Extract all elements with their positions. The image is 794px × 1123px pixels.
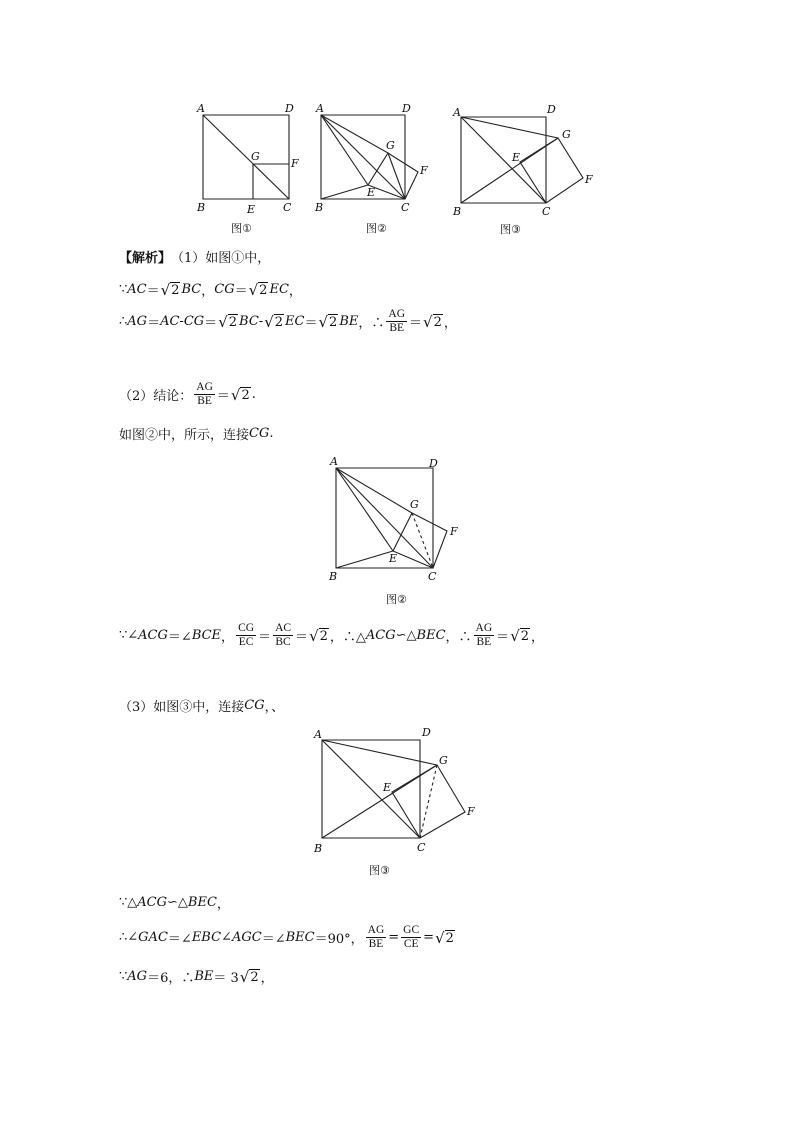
solution-heading-line xyxy=(119,247,270,266)
part3-line2 xyxy=(119,893,230,912)
text: ∴∠ xyxy=(119,930,139,945)
segment-ae xyxy=(336,468,393,551)
diagonal-ac xyxy=(461,117,546,203)
label-a: A xyxy=(197,102,205,115)
fraction: $\frac{CG}{EC}$ xyxy=(238,622,255,648)
label-c: C xyxy=(428,570,437,583)
label-e: E xyxy=(247,203,256,216)
text: ∵△ xyxy=(119,895,138,910)
text: ＝∠ xyxy=(167,932,192,947)
text: ∠ xyxy=(221,930,232,945)
sqrt: √ 2 xyxy=(239,967,259,986)
text: ＝ xyxy=(216,389,230,404)
part1-line1 xyxy=(119,280,302,299)
figure-3-large xyxy=(313,726,475,855)
text: BEC xyxy=(416,628,446,643)
square-cefg xyxy=(393,513,447,568)
text: AC xyxy=(127,282,147,297)
label-d: D xyxy=(422,726,431,739)
square-cefg xyxy=(520,138,583,203)
sqrt: √ 2 xyxy=(160,280,180,299)
fraction: $\frac{GC}{CE}$ xyxy=(403,924,420,950)
figure-1 xyxy=(196,102,299,216)
text: ＝∠ xyxy=(261,932,286,947)
label-b: B xyxy=(197,201,206,214)
caption-figure-1: 图① xyxy=(231,222,252,235)
text: ∵ xyxy=(119,282,128,297)
text: ＝ xyxy=(204,316,218,331)
square-cefg xyxy=(368,153,418,199)
figure-2 xyxy=(314,102,428,214)
sqrt: √ 2 xyxy=(218,312,238,331)
label-g: G xyxy=(439,754,448,767)
text: CG xyxy=(214,282,235,297)
label-c: C xyxy=(542,205,551,218)
label-e: E xyxy=(389,552,398,565)
text: CG xyxy=(249,426,270,441)
label-f: F xyxy=(450,525,458,538)
segment-be xyxy=(321,185,368,199)
sqrt: √ 2 xyxy=(264,312,284,331)
text: ACG xyxy=(365,628,396,643)
text: ，∴ xyxy=(358,316,385,331)
text: ∵ xyxy=(119,969,128,984)
segment-ag xyxy=(321,115,388,153)
label-c: C xyxy=(283,201,292,214)
text: ＝ 3 xyxy=(213,971,239,986)
text: ACG xyxy=(138,628,168,643)
text: AC xyxy=(160,314,180,329)
part2-line2 xyxy=(119,424,274,443)
caption-figure-2-large: 图② xyxy=(386,593,407,606)
text: 如图②中，所示，连接 xyxy=(119,428,250,443)
text: ＝90°， xyxy=(314,932,364,947)
text: ，∴△ xyxy=(329,630,366,645)
text: ∽△ xyxy=(167,895,188,910)
fraction: $\frac{AG}{BE}$ xyxy=(196,381,213,407)
text: ∴ xyxy=(119,314,128,329)
sqrt: √ 2 xyxy=(318,312,338,331)
part2-line1 xyxy=(119,381,256,408)
text: BCE xyxy=(191,628,222,643)
text: EC xyxy=(285,314,305,329)
caption-figure-2: 图② xyxy=(366,222,387,235)
part3-line3 xyxy=(119,924,456,951)
text: EC xyxy=(269,282,289,297)
text: （3）如图③中，连接 xyxy=(119,700,245,715)
text: CG xyxy=(244,698,265,713)
label-f: F xyxy=(420,164,428,177)
diagonal-ac xyxy=(322,740,420,838)
label-a: A xyxy=(316,102,324,115)
label-a: A xyxy=(330,455,338,468)
fraction: $\frac{AC}{BC}$ xyxy=(275,622,292,648)
text: ∵∠ xyxy=(119,628,139,643)
text: AG xyxy=(127,314,148,329)
sqrt: √ 2 xyxy=(423,312,442,331)
text: ， xyxy=(221,630,235,645)
label-d: D xyxy=(429,457,438,470)
text: ， xyxy=(216,897,230,912)
text: EBC xyxy=(191,930,222,945)
segment-gc xyxy=(388,153,405,199)
diagonal-ac xyxy=(203,115,289,199)
label-a: A xyxy=(314,728,322,741)
text: ， xyxy=(260,971,274,986)
figure-2-large xyxy=(328,455,458,583)
segment-ag xyxy=(336,468,412,513)
label-a: A xyxy=(453,106,461,119)
text: ＝ xyxy=(234,284,248,299)
text: - xyxy=(258,314,264,329)
label-f: F xyxy=(467,805,475,818)
part3-line4 xyxy=(119,967,274,986)
label-b: B xyxy=(329,570,338,583)
segment-cg-dashed xyxy=(420,765,437,838)
text: BEC xyxy=(187,895,217,910)
text: （2）结论： xyxy=(119,389,193,404)
label-e: E xyxy=(383,781,392,794)
text: ，、 xyxy=(264,700,285,715)
label-g: G xyxy=(386,139,395,152)
text: AG xyxy=(127,969,148,984)
segment-ag xyxy=(461,117,558,138)
segment-ae xyxy=(321,115,368,185)
label-e: E xyxy=(367,186,376,199)
text: ， xyxy=(288,284,302,299)
label-b: B xyxy=(453,205,462,218)
fraction: $\frac{AG}{BE}$ xyxy=(388,308,406,334)
text: BE xyxy=(339,314,359,329)
label-c: C xyxy=(401,201,410,214)
text: ＝ xyxy=(295,630,309,645)
label-d: D xyxy=(402,102,411,115)
sqrt: √ 2 xyxy=(248,280,268,299)
label-b: B xyxy=(314,842,323,855)
label-g: G xyxy=(562,128,571,141)
caption-figure-3-large: 图③ xyxy=(369,864,390,877)
part3-line1 xyxy=(119,696,284,715)
label-d: D xyxy=(547,103,556,116)
sqrt: √ 2 xyxy=(510,626,530,645)
fraction: $\frac{AG}{BE}$ xyxy=(367,924,385,950)
text: ， xyxy=(201,284,215,299)
part1-intro: （1）如图①中， xyxy=(171,251,271,266)
label-f: F xyxy=(585,173,593,186)
text: CG xyxy=(183,314,205,329)
label-g: G xyxy=(410,498,419,511)
segment-cg-dashed xyxy=(412,513,433,568)
text: = xyxy=(388,930,400,945)
sqrt: √ 2 xyxy=(435,928,454,947)
text: ＝ xyxy=(146,284,160,299)
text: BC xyxy=(239,314,259,329)
text: BE xyxy=(194,969,214,984)
text: GAC xyxy=(138,930,168,945)
label-d: D xyxy=(285,102,294,115)
text: ＝ xyxy=(258,630,272,645)
label-f: F xyxy=(291,157,299,170)
text: . xyxy=(251,387,256,402)
label-c: C xyxy=(417,841,426,854)
text: ＝ xyxy=(304,316,318,331)
segment-be xyxy=(336,551,393,568)
text: ＝ xyxy=(147,316,161,331)
label-g: G xyxy=(251,150,260,163)
label-b: B xyxy=(315,201,324,214)
text: ， xyxy=(443,316,457,331)
text: ，∴ xyxy=(445,630,472,645)
fraction: $\frac{AG}{BE}$ xyxy=(475,622,493,648)
caption-figure-3: 图③ xyxy=(500,223,521,236)
text: ＝ xyxy=(409,316,423,331)
text: ＝∠ xyxy=(167,630,192,645)
part2-line3 xyxy=(119,622,544,649)
text: ＝6，∴ xyxy=(147,971,195,986)
sqrt: √ 2 xyxy=(230,385,250,404)
label-e: E xyxy=(512,151,521,164)
text: BC xyxy=(181,282,202,297)
text: = xyxy=(423,930,435,945)
sqrt: √ 2 xyxy=(309,626,328,645)
text: ＝ xyxy=(496,630,510,645)
text: ， xyxy=(531,630,545,645)
solution-heading: 【解析】 xyxy=(119,251,172,266)
part1-line2 xyxy=(119,308,457,335)
text: - xyxy=(179,314,184,329)
text: ∽△ xyxy=(395,628,417,643)
text: BEC xyxy=(285,930,315,945)
text: ACG xyxy=(137,895,168,910)
figure-3 xyxy=(452,103,593,218)
text: . xyxy=(269,426,274,441)
text: AGC xyxy=(231,930,262,945)
